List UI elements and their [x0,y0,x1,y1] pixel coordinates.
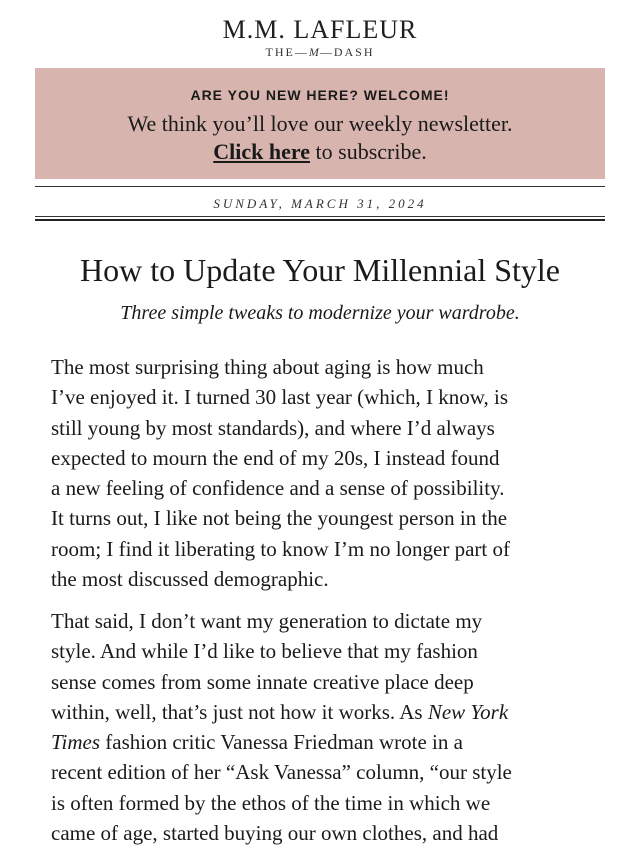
paragraph-line: came of age, started buying our own clothes, and had [51,821,499,846]
paragraph-line: It turns out, I like not being the youngest person in the [51,506,508,531]
article-title: How to Update Your Millennial Style [80,252,560,288]
banner-kicker: ARE YOU NEW HERE? WELCOME! [190,87,450,103]
divider-date-upper [35,216,605,217]
paragraph-line: is often formed by the ethos of the time in which we [51,790,491,815]
banner-message: We think you’ll love our weekly newsletter. [127,111,513,136]
publication-name: New York [427,699,509,724]
paragraph-line: the most discussed demographic. [51,567,329,592]
paragraph-line [51,727,591,757]
article-paragraph-1 [51,352,591,594]
paragraph-text: within, well, that’s just not how it works. As [51,699,428,724]
dateline: SUNDAY, MARCH 31, 2024 [213,196,427,211]
newsletter-name-right: —DASH [319,45,375,59]
banner-subscribe-line [35,139,605,165]
paragraph-line: The most surprising thing about aging is how much [51,355,484,379]
welcome-banner [35,68,605,179]
newsletter-name [0,45,640,59]
paragraph-line: I’ve enjoyed it. I turned 30 last year (which, I know, is [51,385,509,410]
paragraph-line [51,697,591,727]
paragraph-line: That said, I don’t want my generation to dictate my [51,609,483,633]
paragraph-line: expected to mourn the end of my 20s, I instead found [51,445,500,470]
publication-name-cont: Times [51,730,101,755]
paragraph-line: room; I find it liberating to know I’m no longer part of [51,536,510,561]
divider-top [35,186,605,187]
paragraph-text: fashion critic Vanessa Friedman wrote in a [100,730,463,755]
divider-date-lower [35,219,605,221]
paragraph-line: a new feeling of confidence and a sense of possibility. [51,476,505,501]
newsletter-name-left: THE— [265,45,309,59]
banner-subscribe-text: to subscribe. [310,139,427,164]
paragraph-line: sense comes from some innate creative place deep [51,669,474,694]
paragraph-line: still young by most standards), and where I’d always [51,415,495,440]
article-paragraph-2 [51,606,591,848]
newsletter-header [0,0,640,68]
subscribe-link[interactable]: Click here [213,139,311,164]
brand-logo[interactable]: M.M. LAFLEUR [222,15,418,44]
paragraph-line: style. And while I’d like to believe that my fashion [51,639,478,664]
newsletter-name-mid: M [308,45,320,59]
article-subtitle: Three simple tweaks to modernize your wardrobe. [120,302,520,324]
paragraph-line: recent edition of her “Ask Vanessa” column, “our style [51,760,512,785]
